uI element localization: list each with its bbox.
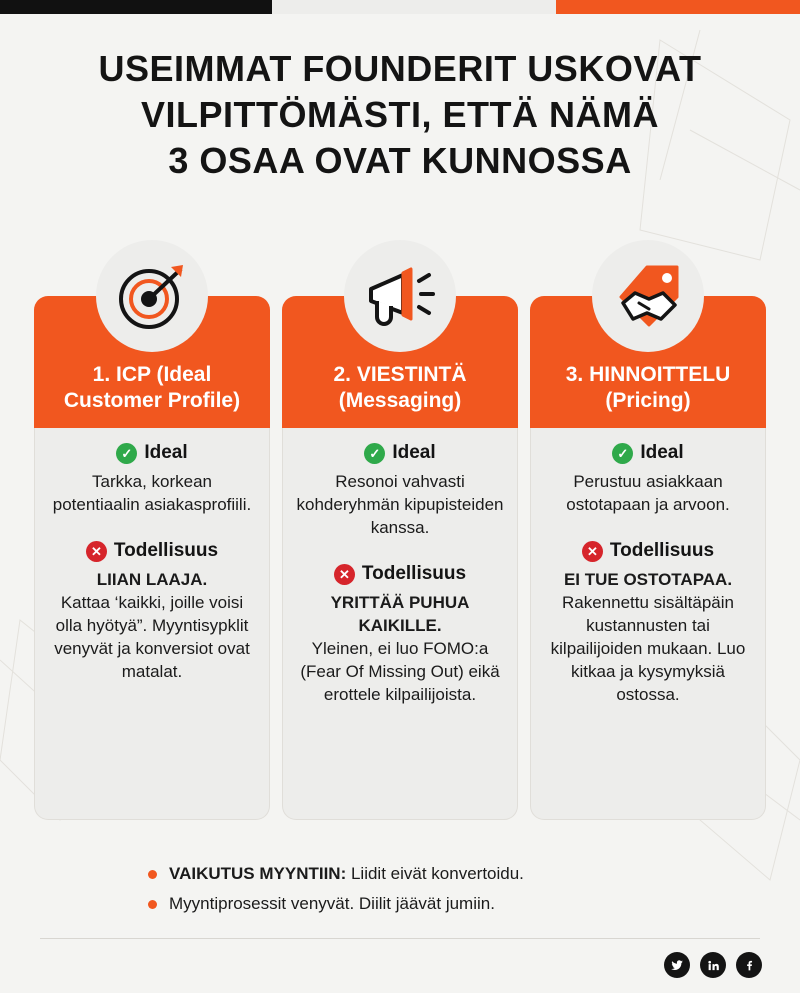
card-body [530,428,766,820]
card-icon-badge [592,240,704,352]
price-tag-handshake-icon [609,259,687,333]
ideal-label: Ideal [144,442,188,463]
card-icp [34,240,270,820]
ideal-text: Resonoi vahvasti kohderyhmän kipupisteiden kanssa. [296,472,504,537]
reality-label: Todellisuus [361,563,467,584]
reality-label-row [295,563,505,585]
card-body [282,428,518,820]
social-links [664,952,762,978]
cross-circle-icon: ✕ [334,564,355,585]
reality-label-row [543,540,753,562]
reality-text: Rakennettu sisältäpäin kustannusten tai kilpailijoiden mukaan. Luo kitkaa ja kysymyksiä ostossa. [550,593,746,704]
impact-line-1-text: Liidit eivät konvertoidu. [346,864,524,883]
card-body [34,428,270,820]
ideal-label-row [543,442,753,464]
headline-line-1: USEIMMAT FOUNDERIT USKOVAT [98,48,702,89]
cross-circle-icon: ✕ [86,541,107,562]
reality-headline: LIIAN LAAJA. [96,570,208,589]
topbar-segment-dark [0,0,272,14]
topbar-segment-light [272,0,556,14]
ideal-label-row [47,442,257,464]
facebook-icon[interactable] [736,952,762,978]
reality-label-row [47,540,257,562]
ideal-text: Tarkka, korkean potentiaalin asiakasprofiili. [52,472,252,514]
reality-text: Yleinen, ei luo FOMO:a (Fear Of Missing Out) eikä erottele kilpailijoista. [300,639,500,704]
impact-line-2: Myyntiprosessit venyvät. Diilit jäävät jumiin. [169,894,495,913]
cards-row [34,240,766,820]
check-circle-icon: ✓ [116,443,137,464]
card-title: 3. HINNOITTELU (Pricing) [530,296,766,428]
impact-line-1 [169,862,524,886]
reality-headline: EI TUE OSTOTAPAA. [563,570,733,589]
reality-label: Todellisuus [113,540,219,561]
card-title: 2. VIESTINTÄ (Messaging) [282,296,518,428]
impact-row [148,862,708,886]
page-title [0,46,800,184]
impact-label: VAIKUTUS MYYNTIIN: [169,864,347,883]
footer-divider [40,938,760,939]
megaphone-icon [361,259,439,333]
card-title: 1. ICP (Ideal Customer Profile) [34,296,270,428]
impact-section [148,862,708,922]
ideal-text: Perustuu asiakkaan ostotapaan ja arvoon. [566,472,730,514]
ideal-label-row [295,442,505,464]
impact-row [148,892,708,916]
reality-headline: YRITTÄÄ PUHUA KAIKILLE. [330,593,470,635]
headline-line-3: 3 OSAA OVAT KUNNOSSA [168,140,632,181]
card-messaging [282,240,518,820]
linkedin-icon[interactable] [700,952,726,978]
cross-circle-icon: ✕ [582,541,603,562]
reality-text: Kattaa ‘kaikki, joille voisi olla hyötyä”. Myyntisypklit venyvät ja konversiot ovat matalat. [54,593,250,681]
ideal-label: Ideal [640,442,684,463]
topbar-segment-orange [556,0,800,14]
card-icon-badge [96,240,208,352]
top-color-bar [0,0,800,14]
headline-line-2: VILPITTÖMÄSTI, ETTÄ NÄMÄ [141,94,659,135]
bullet-dot-icon [148,870,157,879]
bullet-dot-icon [148,900,157,909]
card-icon-badge [344,240,456,352]
ideal-label: Ideal [392,442,436,463]
reality-label: Todellisuus [609,540,715,561]
target-arrow-icon [115,259,189,333]
twitter-icon[interactable] [664,952,690,978]
check-circle-icon: ✓ [364,443,385,464]
check-circle-icon: ✓ [612,443,633,464]
card-pricing [530,240,766,820]
